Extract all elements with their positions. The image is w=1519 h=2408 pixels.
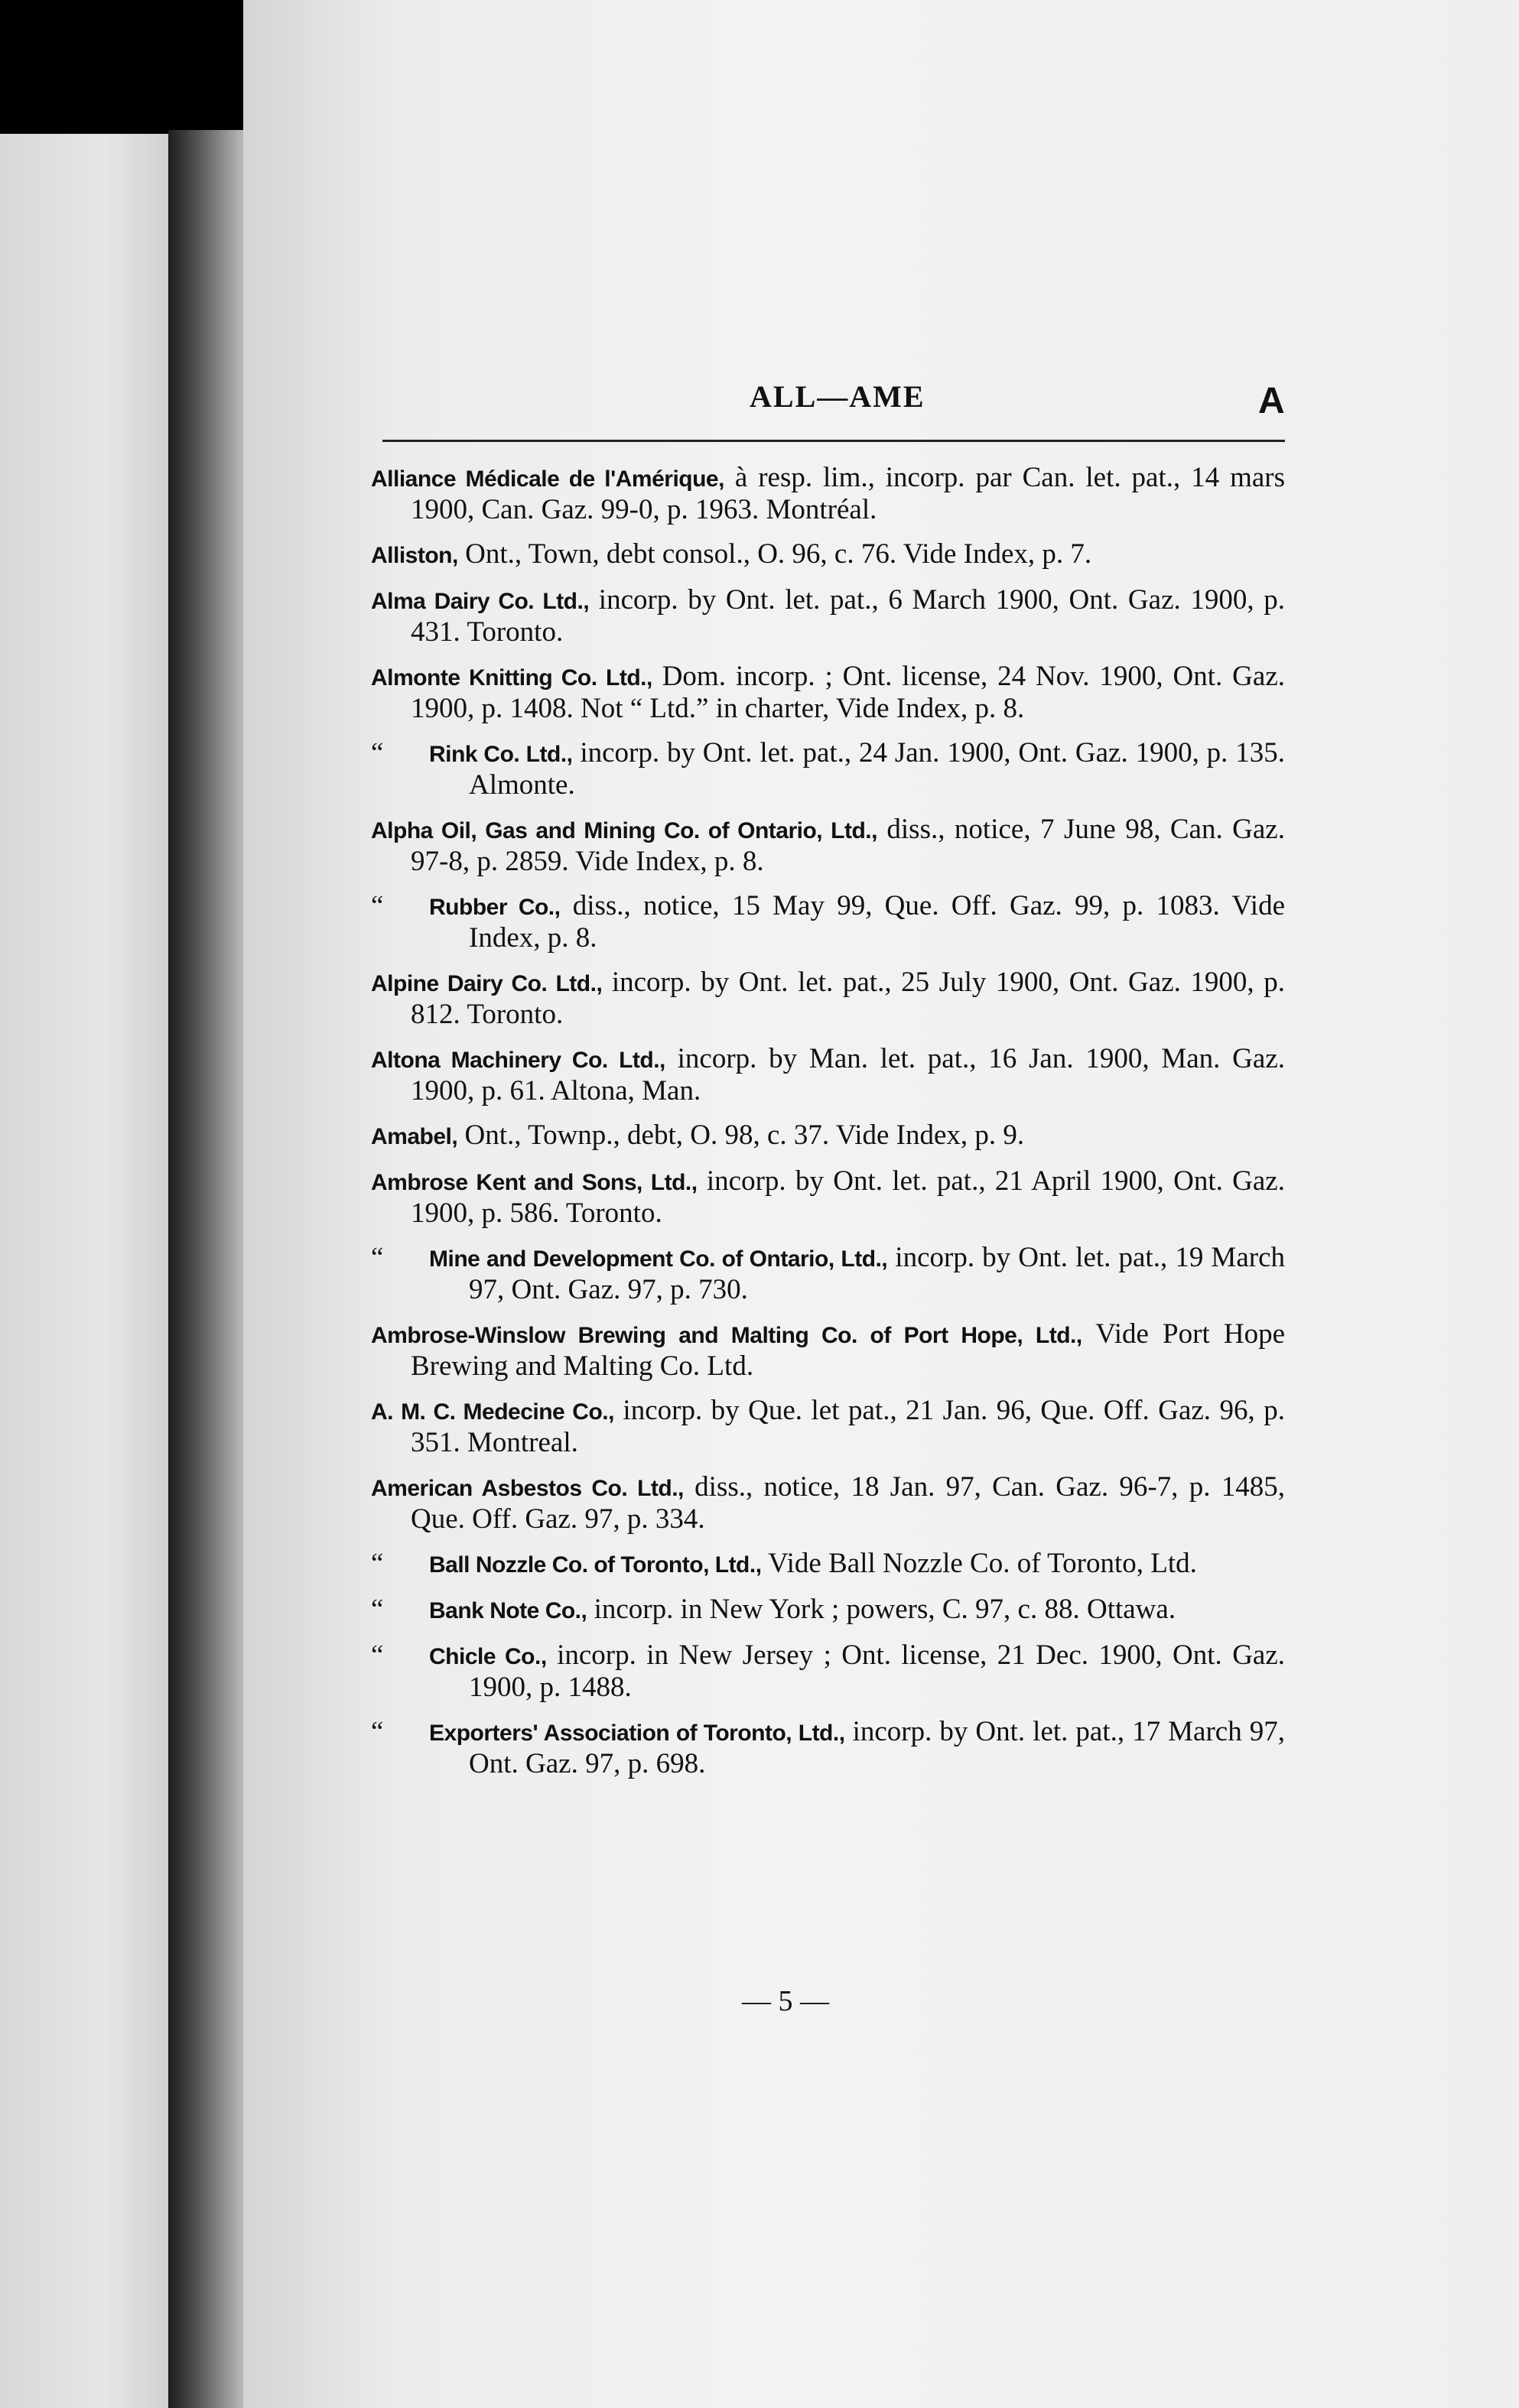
entry-name: Rink Co. Ltd.,	[429, 742, 573, 767]
index-entry	[371, 1120, 1285, 1152]
entry-name: Rubber Co.,	[429, 895, 561, 920]
ditto-mark: “	[371, 890, 384, 921]
ditto-mark: “	[371, 1242, 384, 1273]
index-entry	[371, 463, 1285, 525]
index-entry	[371, 1548, 1285, 1581]
index-entry	[371, 539, 1285, 571]
entry-text: incorp. by Ont. let. pat., 19 March 97, Ont. Gaz. 97, p. 730.	[469, 1242, 1285, 1305]
entry-name: Mine and Development Co. of Ontario, Ltd.,	[429, 1246, 888, 1272]
index-entry	[371, 1166, 1285, 1229]
entry-text: incorp. in New York ; powers, C. 97, c. 88. Ottawa.	[587, 1594, 1176, 1625]
index-entry	[371, 814, 1285, 877]
entry-text: incorp. in New Jersey ; Ont. license, 21 Dec. 1900, Ont. Gaz. 1900, p. 1488.	[469, 1639, 1286, 1703]
index-entry	[371, 1717, 1285, 1779]
index-entry	[371, 1472, 1285, 1535]
index-entry	[371, 1594, 1285, 1626]
header-rule	[382, 440, 1285, 442]
entry-text: incorp. by Ont. let. pat., 21 April 1900, Ont. Gaz. 1900, p. 586. Toronto.	[411, 1165, 1285, 1229]
entry-name: Alpine Dairy Co. Ltd.,	[371, 971, 603, 996]
entry-name: Alpha Oil, Gas and Mining Co. of Ontario, Ltd.,	[371, 818, 877, 843]
ditto-mark: “	[371, 737, 384, 769]
index-entry	[371, 1319, 1285, 1382]
entry-name: Amabel,	[371, 1124, 458, 1149]
facing-page-edge	[0, 134, 174, 2408]
section-letter: A	[1258, 381, 1285, 421]
entry-name: American Asbestos Co. Ltd.,	[371, 1476, 684, 1501]
index-entry	[371, 738, 1285, 801]
index-entry	[371, 1640, 1285, 1703]
page-number: — 5 —	[742, 1985, 829, 2017]
book-gutter	[168, 130, 252, 2408]
entry-text: incorp. by Man. let. pat., 16 Jan. 1900, Man. Gaz. 1900, p. 61. Altona, Man.	[411, 1043, 1285, 1107]
entry-name: Chicle Co.,	[429, 1644, 547, 1669]
index-entry	[371, 1396, 1285, 1458]
entry-text: incorp. by Ont. let. pat., 17 March 97, Ont. Gaz. 97, p. 698.	[469, 1716, 1285, 1779]
ditto-mark: “	[371, 1594, 384, 1625]
entry-name: Exporters' Association of Toronto, Ltd.,	[429, 1721, 845, 1746]
index-entry	[371, 1243, 1285, 1305]
entry-name: Ambrose Kent and Sons, Ltd.,	[371, 1170, 698, 1195]
entry-name: A. M. C. Medecine Co.,	[371, 1399, 614, 1425]
entry-name: Alma Dairy Co. Ltd.,	[371, 589, 590, 614]
entry-text: Ont., Townp., debt, O. 98, c. 37. Vide Index, p. 9.	[457, 1120, 1025, 1151]
entry-text: Ont., Town, debt consol., O. 96, c. 76. Vide Index, p. 7.	[457, 538, 1092, 570]
entry-text: Vide Port Hope Brewing and Malting Co. Ltd.	[411, 1318, 1286, 1382]
entry-text: incorp. by Que. let pat., 21 Jan. 96, Que. Off. Gaz. 96, p. 351. Montreal.	[411, 1395, 1285, 1458]
entry-name: Alliston,	[371, 543, 458, 568]
entry-name: Altona Machinery Co. Ltd.,	[371, 1048, 665, 1073]
header-title: ALL—AME	[750, 379, 925, 414]
entry-text: Vide Ball Nozzle Co. of Toronto, Ltd.	[761, 1548, 1197, 1579]
entry-name: Bank Note Co.,	[429, 1598, 587, 1623]
running-header	[382, 379, 1285, 424]
entry-name: Ambrose-Winslow Brewing and Malting Co. of Port Hope, Ltd.,	[371, 1323, 1082, 1348]
entry-text: Dom. incorp. ; Ont. license, 24 Nov. 1900, Ont. Gaz. 1900, p. 1408. Not “ Ltd.” in charter, Vide Index, p. 8.	[411, 661, 1285, 724]
entry-name: Almonte Knitting Co. Ltd.,	[371, 665, 652, 691]
entry-text: diss., notice, 15 May 99, Que. Off. Gaz. 99, p. 1083. Vide Index, p. 8.	[469, 890, 1285, 954]
index-entry	[371, 585, 1285, 648]
entry-text: incorp. by Ont. let. pat., 24 Jan. 1900, Ont. Gaz. 1900, p. 135. Almonte.	[469, 737, 1285, 801]
entry-name: Ball Nozzle Co. of Toronto, Ltd.,	[429, 1552, 762, 1578]
index-entry	[371, 891, 1285, 954]
ditto-mark: “	[371, 1548, 384, 1579]
entry-text: diss., notice, 18 Jan. 97, Can. Gaz. 96-7, p. 1485, Que. Off. Gaz. 97, p. 334.	[411, 1471, 1285, 1535]
entry-text: incorp. by Ont. let. pat., 25 July 1900, Ont. Gaz. 1900, p. 812. Toronto.	[411, 967, 1285, 1030]
entry-text: diss., notice, 7 June 98, Can. Gaz. 97-8, p. 2859. Vide Index, p. 8.	[411, 814, 1285, 877]
index-entry	[371, 1044, 1285, 1107]
ditto-mark: “	[371, 1639, 384, 1671]
index-entry	[371, 967, 1285, 1030]
entry-text: incorp. by Ont. let. pat., 6 March 1900, Ont. Gaz. 1900, p. 431. Toronto.	[411, 584, 1285, 648]
entry-list	[371, 463, 1285, 1793]
entry-text: à resp. lim., incorp. par Can. let. pat., 14 mars 1900, Can. Gaz. 99-0, p. 1963. Montréal.	[411, 462, 1285, 525]
index-entry	[371, 661, 1285, 724]
entry-name: Alliance Médicale de l'Amérique,	[371, 466, 724, 492]
ditto-mark: “	[371, 1716, 384, 1747]
